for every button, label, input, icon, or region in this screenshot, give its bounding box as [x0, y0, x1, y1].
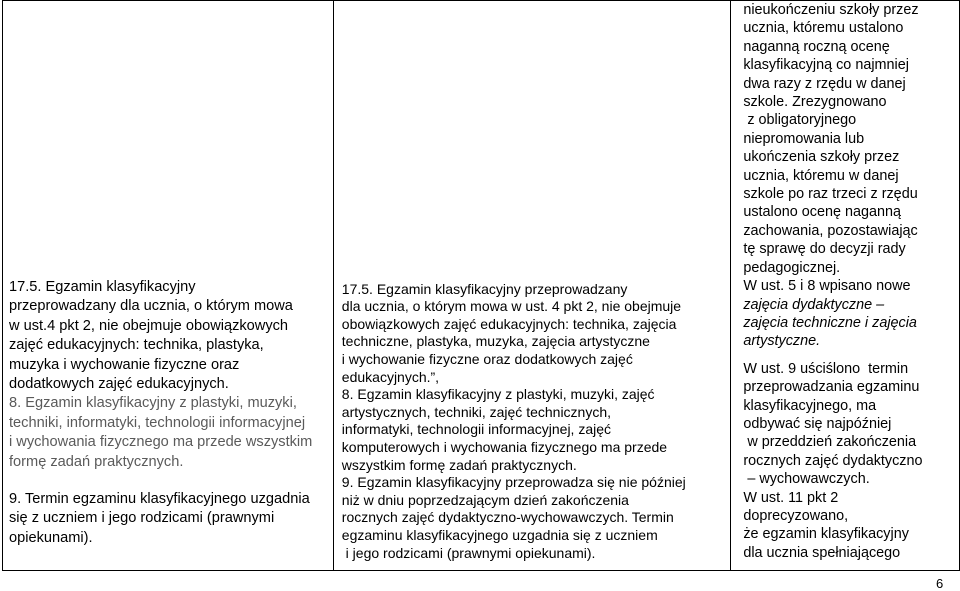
comparison-table — [2, 0, 960, 571]
text-line: wszystkim formę zadań praktycznych. — [341, 456, 577, 473]
text-line: nieukończeniu szkoły przez — [743, 2, 919, 18]
text-line: W ust. 11 pkt 2 — [743, 489, 839, 506]
text-line: tę sprawę do decyzji rady — [743, 241, 906, 258]
text-line: szkole. Zrezygnowano — [743, 94, 887, 111]
text-line: 8. Egzamin klasyfikacyjny z plastyki, muzyki, zajęć — [341, 386, 655, 403]
text-line: i jego rodzicami (prawnymi opiekunami). — [341, 544, 596, 561]
text-line: 9. Egzamin klasyfikacyjny przeprowadza się nie później — [341, 474, 686, 491]
text-line: odbywać się najpóźniej — [743, 415, 892, 432]
text-line: ustalono ocenę naganną — [743, 204, 901, 221]
text-line: klasyfikacyjną co najmniej — [743, 57, 909, 74]
text-line: zachowania, pozostawiając — [743, 222, 918, 239]
text-line: artystycznych, techniki, zajęć technicznych, — [341, 403, 612, 420]
text-line: w ust.4 pkt 2, nie obejmuje obowiązkowych — [9, 317, 289, 334]
new-text-column — [333, 1, 731, 571]
text-line: – wychowawczych. — [743, 471, 870, 488]
text-line: się z uczniem i jego rodzicami (prawnymi — [9, 510, 275, 527]
text-line: obowiązkowych zajęć edukacyjnych: technika, zajęcia — [341, 315, 677, 332]
text-line: przeprowadzany dla ucznia, o którym mowa — [9, 298, 293, 315]
text-line: i wychowanie fizyczne oraz dodatkowych zajęć — [341, 351, 633, 368]
text-line: 8. Egzamin klasyfikacyjny z plastyki, muzyki, — [9, 395, 297, 412]
text-line: dwa razy z rzędu w danej — [743, 75, 906, 92]
text-line: z obligatoryjnego — [743, 112, 857, 129]
text-line: szkole po raz trzeci z rzędu — [743, 186, 918, 203]
table-row — [3, 1, 960, 571]
text-line: niż w dniu poprzedzającym dzień zakończenia — [341, 491, 629, 508]
text-line: zajęć edukacyjnych: technika, plastyka, — [9, 337, 264, 354]
text-line: że egzamin klasyfikacyjny — [743, 526, 909, 543]
text-line: doprecyzowano, — [743, 507, 849, 524]
text-line: ucznia, któremu ustalono — [743, 20, 904, 37]
text-line: ukończenia szkoły przez — [743, 149, 900, 166]
text-line: komputerowych i wychowania fizycznego ma przede — [341, 439, 668, 456]
text-line: zajęcia dydaktyczne – — [743, 296, 885, 313]
text-line: dla ucznia, o którym mowa w ust. 4 pkt 2, nie obejmuje — [341, 298, 682, 315]
text-line: techniczne, plastyka, muzyka, zajęcia artystyczne — [341, 333, 650, 350]
text-line: egzaminu klasyfikacyjnego uzgadnia się z uczniem — [341, 527, 658, 543]
text-line: przeprowadzania egzaminu — [743, 379, 920, 396]
text-line: rocznych zajęć dydaktyczno-wychowawczych. Termin — [341, 509, 674, 526]
text-line: dodatkowych zajęć edukacyjnych. — [9, 375, 229, 392]
text-line: niepromowania lub — [743, 130, 865, 147]
text-line: edukacyjnych.”, — [341, 368, 440, 385]
text-line: formę zadań praktycznych. — [9, 453, 184, 470]
old-text-column — [3, 1, 334, 571]
text-line: klasyfikacyjnego, ma — [743, 397, 877, 414]
text-line: rocznych zajęć dydaktyczno — [743, 452, 923, 469]
text-line: techniki, informatyki, technologii informacyjnej — [9, 414, 306, 431]
text-line: zajęcia techniczne i zajęcia — [743, 314, 917, 331]
text-line: opiekunami). — [9, 529, 93, 546]
text-line: informatyki, technologii informacyjnej, zajęć — [341, 421, 612, 438]
text-line: artystyczne. — [743, 333, 821, 350]
text-line: dla ucznia spełniającego — [743, 544, 901, 561]
text-line: 17.5. Egzamin klasyfikacyjny — [9, 278, 196, 295]
text-line: pedagogicznej. — [743, 259, 841, 276]
text-line: i wychowania fizycznego ma przede wszystkim — [9, 434, 313, 451]
page-number: 6 — [936, 576, 944, 591]
text-line: ucznia, któremu w danej — [743, 167, 899, 184]
text-line: W ust. 5 i 8 wpisano nowe — [743, 278, 911, 295]
justification-column — [731, 1, 960, 571]
text-line: 9. Termin egzaminu klasyfikacyjnego uzgadnia — [9, 490, 310, 507]
text-line: 17.5. Egzamin klasyfikacyjny przeprowadzany — [341, 280, 628, 297]
text-line: muzyka i wychowanie fizyczne oraz — [9, 356, 240, 373]
text-line: naganną roczną ocenę — [743, 38, 890, 55]
text-line: W ust. 9 uściślono termin — [743, 360, 909, 377]
text-line: w przeddzień zakończenia — [743, 434, 917, 451]
